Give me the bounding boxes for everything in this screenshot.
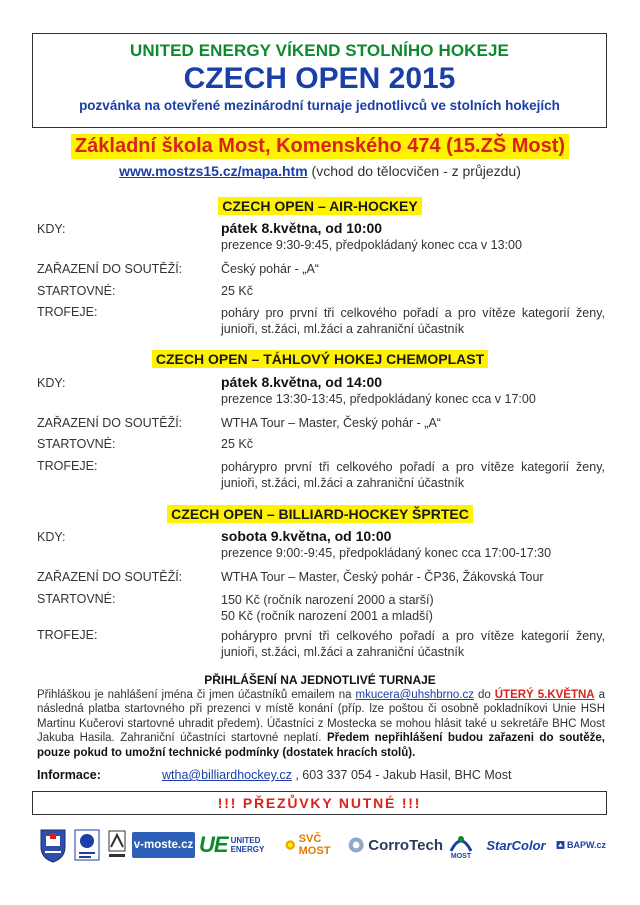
svc-most-text: SVČ MOST bbox=[298, 833, 331, 857]
when-main: pátek 8.května, od 10:00 bbox=[221, 220, 383, 236]
when-detail: prezence 9:00:-9:45, předpokládaný konec cca 17:00-17:30 bbox=[221, 546, 552, 560]
registration-title: PŘIHLÁŠENÍ NA JEDNOTLIVÉ TURNAJE bbox=[204, 673, 436, 687]
when-detail: prezence 9:30-9:45, předpokládaný konec cca v 13:00 bbox=[221, 238, 522, 252]
venue-map-link[interactable]: www.mostzs15.cz/mapa.htm bbox=[119, 163, 308, 179]
city-crest-logo bbox=[36, 826, 70, 864]
registration-text: Přihláškou je nahlášení jména či jmen účastníků emailem na mkucera@uhshbrno.cz do ÚTERÝ 5.KVĚTNA a následná platba startovného při prezenci v místě konání (příp. lze poštou či osobně pokladníkovi Unie HSH Martinu Kučerovi startovné uhradit předem). Účastníci z Mostecka se mohou hlásit také u sekretáře BHC Most Jakuba Hasila. Zahraniční účastníci startovné neplatí. Předem nepřihlášení budou zařazeni do soutěže, pouze pokud to umožní technické podmínky (dostatek hracích stolů). bbox=[37, 689, 606, 759]
billiard-when bbox=[37, 528, 605, 564]
venue-name: Základní škola Most, Komenského 474 (15.ZŠ Most) bbox=[71, 134, 569, 159]
when-label: KDY: bbox=[37, 376, 66, 390]
venue bbox=[0, 134, 640, 159]
v-moste-logo: v-moste.cz bbox=[132, 832, 195, 858]
svc-most-logo bbox=[284, 826, 344, 864]
trophies-value: pohárypro první tři celkového pořadí a pro vítěze kategorií ženy, junioři, st.žáci, ml.žáci a zahraniční účastník bbox=[221, 629, 605, 659]
trophies-label: TROFEJE: bbox=[37, 628, 98, 642]
venue-entrance-note: (vchod do tělocvičen - z průjezdu) bbox=[307, 163, 521, 179]
united-energy-logo bbox=[199, 826, 281, 864]
trophies-value: pohárypro první tři celkového pořadí a pro vítěze kategorií ženy, junioři, st.žáci, ml.žáci a zahraniční účastník bbox=[221, 460, 605, 490]
category-value: WTHA Tour – Master, Český pohár - „A“ bbox=[221, 416, 441, 430]
registration-warning: Předem nepřihlášení budou zařazeni do soutěže, pouze pokud to umožní technické podmínky (dostatek hracích stolů). bbox=[37, 732, 605, 759]
event-series-title: UNITED ENERGY VÍKEND STOLNÍHO HOKEJE bbox=[130, 41, 509, 60]
fee-value: 25 Kč bbox=[221, 437, 253, 451]
starcolor-text: StarColor bbox=[486, 837, 546, 853]
fee-value: 25 Kč bbox=[221, 284, 253, 298]
most-city-logo bbox=[104, 826, 130, 864]
fee-value-older: 150 Kč (ročník narození 2000 a starší) bbox=[221, 593, 434, 607]
most-logo bbox=[446, 826, 476, 864]
category-label: ZAŘAZENÍ DO SOUTĚŽÍ: bbox=[37, 416, 183, 430]
tahlovy-when bbox=[37, 374, 605, 410]
trophies-label: TROFEJE: bbox=[37, 459, 98, 473]
when-main: pátek 8.května, od 14:00 bbox=[221, 374, 383, 390]
contact-label: Informace: bbox=[37, 768, 101, 782]
bapw-logo bbox=[556, 826, 606, 864]
category-value: Český pohár - „A“ bbox=[221, 262, 319, 276]
fee-label: STARTOVNÉ: bbox=[37, 592, 116, 606]
bapw-text: BAPW.cz bbox=[566, 840, 606, 850]
most-text: MOST bbox=[450, 852, 472, 860]
starcolor-logo bbox=[480, 826, 552, 864]
category-value: WTHA Tour – Master, Český pohár - ČP36, Žákovská Tour bbox=[221, 570, 544, 584]
trophies-label: TROFEJE: bbox=[37, 305, 98, 319]
corrotech-text: CorroTech bbox=[368, 836, 443, 854]
page-title: CZECH OPEN 2015 bbox=[183, 62, 456, 95]
united-energy-text: UNITED ENERGY bbox=[230, 836, 265, 854]
slippers-notice-text: !!! PŘEZŮVKY NUTNÉ !!! bbox=[217, 795, 422, 811]
registration-deadline: ÚTERÝ 5.KVĚTNA bbox=[494, 689, 595, 701]
slippers-notice bbox=[32, 791, 607, 815]
contact-email-link[interactable]: wtha@billiardhockey.cz bbox=[162, 768, 292, 782]
section-title-air-hockey: CZECH OPEN – AIR-HOCKEY bbox=[0, 197, 640, 216]
sponsor-logos bbox=[36, 826, 608, 864]
trophies-value: poháry pro první tři celkového pořadí a pro vítěze kategorií ženy, junioři, st.žáci, ml.žáci a zahraniční účastník bbox=[221, 306, 605, 336]
when-detail: prezence 13:30-13:45, předpokládaný konec cca v 17:00 bbox=[221, 392, 536, 406]
category-label: ZAŘAZENÍ DO SOUTĚŽÍ: bbox=[37, 262, 183, 276]
fee-label: STARTOVNÉ: bbox=[37, 284, 116, 298]
registration-email-link[interactable]: mkucera@uhshbrno.cz bbox=[355, 689, 474, 701]
ministry-logo bbox=[72, 826, 102, 864]
when-main: sobota 9.května, od 10:00 bbox=[221, 528, 392, 544]
when-label: KDY: bbox=[37, 530, 66, 544]
section-title-billiard-hockey: CZECH OPEN – BILLIARD-HOCKEY ŠPRTEC bbox=[0, 505, 640, 524]
when-label: KDY: bbox=[37, 222, 66, 236]
ue-mark: UE bbox=[199, 832, 228, 857]
venue-link-row bbox=[0, 163, 640, 179]
fee-value-younger: 50 Kč (ročník narození 2001 a mladší) bbox=[221, 609, 433, 623]
air-hockey-when bbox=[37, 220, 605, 256]
section-title-tahlovy-hokej: CZECH OPEN – TÁHLOVÝ HOKEJ CHEMOPLAST bbox=[0, 350, 640, 369]
contact-details: , 603 337 054 - Jakub Hasil, BHC Most bbox=[291, 768, 512, 782]
fee-label: STARTOVNÉ: bbox=[37, 437, 116, 451]
header-box bbox=[32, 33, 607, 128]
corrotech-logo bbox=[347, 826, 443, 864]
invitation-subtitle: pozvánka na otevřené mezinárodní turnaje jednotlivců ve stolních hokejích bbox=[79, 98, 560, 113]
category-label: ZAŘAZENÍ DO SOUTĚŽÍ: bbox=[37, 570, 183, 584]
